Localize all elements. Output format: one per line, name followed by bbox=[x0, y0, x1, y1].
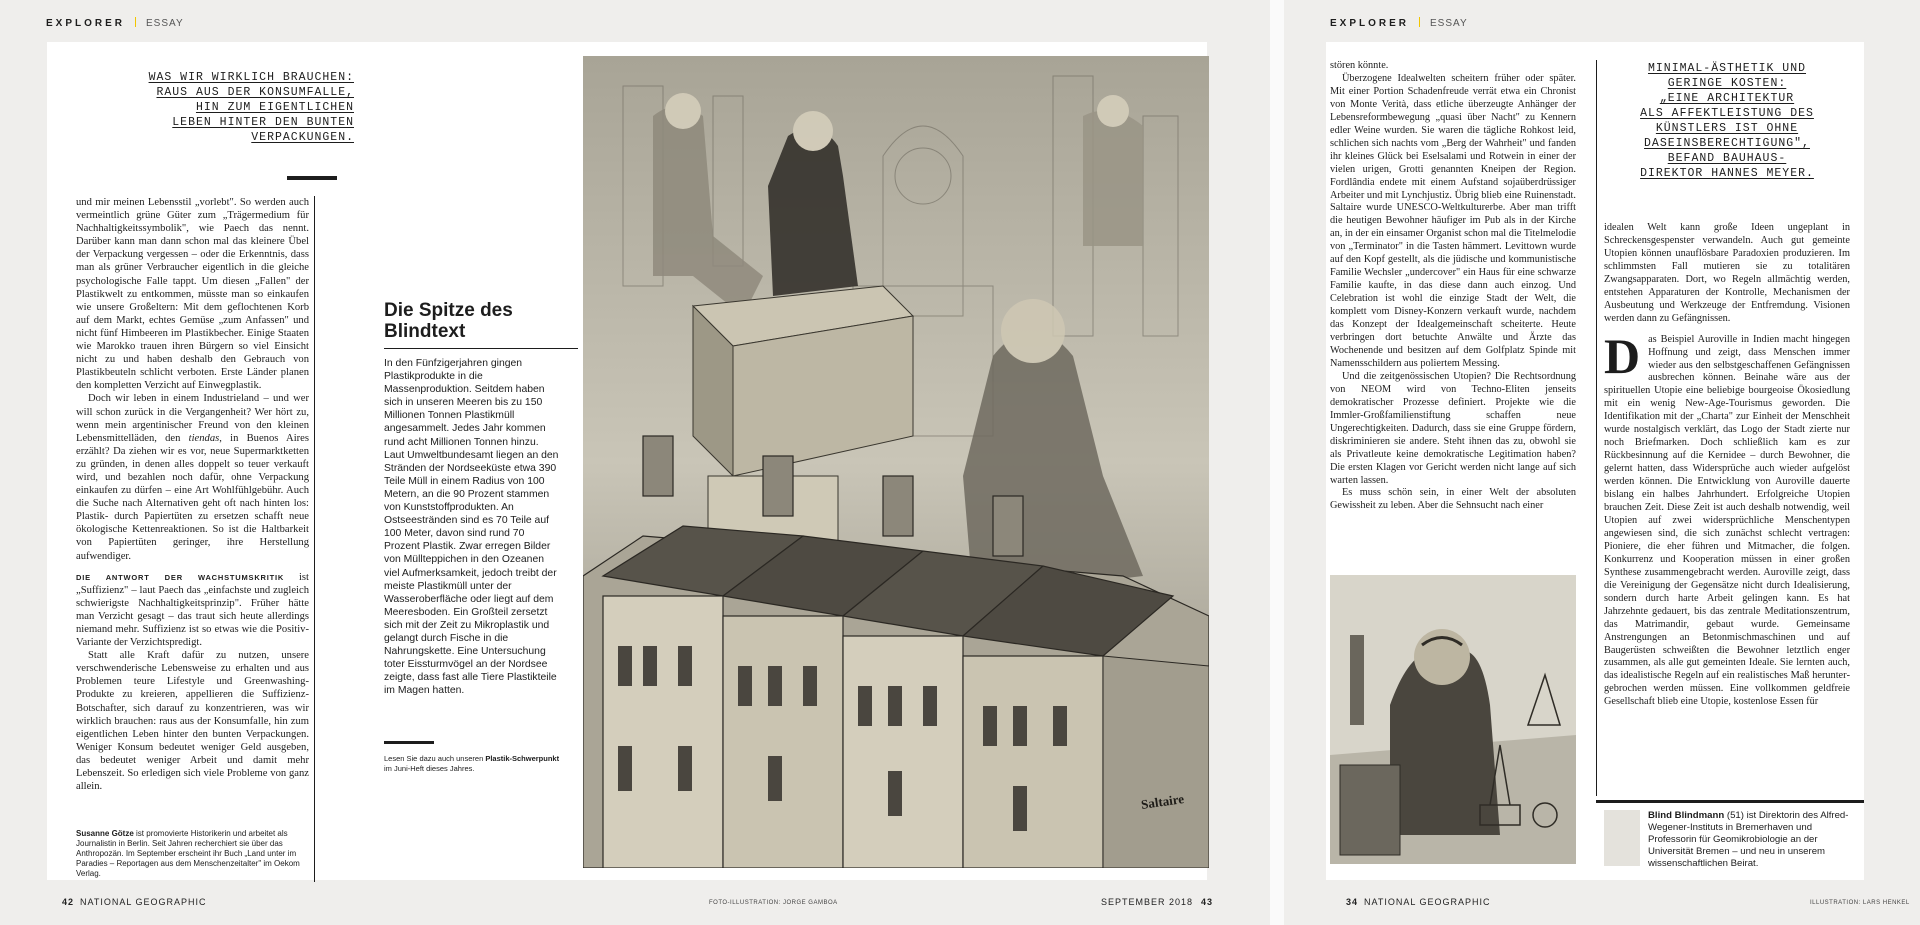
section-lead-in: DIE ANTWORT DER WACHSTUMSKRITIK bbox=[76, 572, 285, 582]
drop-cap: D bbox=[1604, 327, 1641, 384]
body-text: as Beispiel Auroville in Indien macht hingegen Hoffnung und zeigt, dass Menschen immer wieder aus den selbstgeschaffenen Gefängnissen ausbrechen können. Beinahe wäre aus der spirituellen Utopie eine beliebige bourgeoise Ökosiedlung mit ein wenig New-Age-Tourismus geworden. Die Identifikation mit der „Charta" zur Einheit der Menschheit wurde nostalgisch verklärt, das Logo der Stadt zierte nur noch Briefmarken. Doch schließlich kam es zur Rückbesinnung auf die Kernidee – durch Bewohner, die gelernt hatten, dass Widersprüche auch wieder aufgelöst werden können. Die Entwicklung von Auroville dauerte bislang ein halbes Jahrhundert. Erfolgreiche Utopien brauchen Zeit. Diese Zeit ist auch deshalb notwendig, weil Utopien auf zwei widersprüchliche Menschentypen angewiesen sind, die sich zunächst schlecht vertragen: Pioniere, die eher führen und Mitmacher, die folgen. Konkurrenz und Kooperation müssen in einer großen Synthese zusammengebracht werden. Auroville zeigt, dass die Vereinigung der Gegensätze nicht durch Idealisierung, sondern durch harte Arbeit gelingen kann. Es hat Jahrzehnte gedauert, bis das zentrale Meditationszentrum, das Matrimandir, gebaut wurde. Gemeinsame Anstrengungen an Betonmischmaschinen und auf Baugerüsten schweißten die Bewohner letztlich enger zusammen, als alle gut gemeinten Ideale. Sie lernten auch, das idealistische Regeln auf ein realistisches Maß heruntergebrochen werden müssen. Eine vollkommen geldfreie Gesellschaft blieb eine Utopie, kostenlose Essen für bbox=[1604, 333, 1850, 708]
illustration-scientist bbox=[1330, 575, 1576, 864]
page-number: 34 bbox=[1346, 897, 1359, 907]
pull-quote bbox=[1602, 61, 1852, 181]
pull-quote-line: KÜNSTLERS IST OHNE bbox=[1655, 122, 1799, 135]
body-paragraph: Es muss schön sein, in einer Welt der absoluten Gewissheit zu leben. Aber die Sehnsucht nach einer bbox=[1330, 487, 1576, 512]
pull-quote-line: WAS WIR WIRKLICH BRAUCHEN: bbox=[148, 71, 354, 84]
rubric bbox=[46, 17, 184, 29]
sidebar-reference-text: Lesen Sie dazu auch unseren bbox=[384, 754, 486, 763]
body-paragraph bbox=[1604, 327, 1850, 710]
column-rule bbox=[1596, 60, 1597, 796]
rubric-section: EXPLORER bbox=[46, 18, 126, 29]
pull-quote-line: RAUS AUS DER KONSUMFALLE, bbox=[156, 86, 354, 99]
author-box-rule bbox=[1596, 800, 1864, 803]
body-paragraph: idealen Welt kann große Ideen ungeplant in Schreckensgespenster verwandeln. Auch gut gemeinte Utopien können unauflösbare Paradoxien produzieren. Im schlimmsten Fall mutieren sie zu totalitären Zwangsapparaten. Dort, wo Regeln allmächtig werden, entstehen Apparaturen der Kontrolle, Mechanismen der Ausbeutung und Werkzeuge der Entfremdung. Visionen werden dann zu Gefängnissen. bbox=[1604, 222, 1850, 324]
folio bbox=[1346, 897, 1491, 907]
magazine-name: NATIONAL GEOGRAPHIC bbox=[80, 897, 207, 907]
sidebar-text: In den Fünfzigerjahren gingen Plastikprodukte in die Massenproduktion. Seitdem haben sich in unseren Meeren bis zu 150 Millionen Tonnen Plastikmüll angesammelt. Jedes Jahr kommen rund acht Millionen Tonnen hinzu. Laut Umweltbundesamt liegen an den Stränden der Nordseeküste etwa 390 Teile Müll in einem Radius von 100 Metern, an die 90 Prozent stammen von Kunststoffprodukten. An Ostseestränden sind es 70 Teile auf 100 Meter, davon sind rund 70 Prozent Plastik. Zwar erregen Bilder von Müllteppichen in den Ozeanen viel Aufmerksamkeit, jedoch treibt der meiste Plastikmüll unter der Wasseroberfläche oder liegt auf dem Meeresboden. Ein Großteil zersetzt sich mit der Zeit zu Mikroplastik und gelangt durch Fische in die Nahrungskette. Eine Untersuchung toter Eissturmvögel an der Nordsee zeigte, dass fast alle Tiere Plastikteile im Magen hatten. bbox=[384, 358, 559, 697]
magazine-name: NATIONAL GEOGRAPHIC bbox=[1364, 897, 1491, 907]
pull-quote-line: ALS AFFEKTLEISTUNG DES bbox=[1640, 107, 1814, 120]
illustration-sign-label: Saltaire bbox=[1140, 791, 1185, 812]
body-emphasis: tiendas bbox=[188, 432, 220, 444]
body-text: , in Buenos Aires erzählt? Da ziehen wir es vor, neue Supermarktketten zu gründen, in denen alles doppelt so teuer verkauft wird, und bezahlen noch dafür, ohne Verpackung einkaufen zu dürfen – eine Art Wohlfühlgebühr. Auch die Suche nach Alternativen geht oft nach hinten los: Plastik- durch Papiertüten zu ersetzen schafft neue ökologische Kettenreaktionen. So ist die Haltbarkeit von Papiertüten geringer, ihre Herstellung aufwendiger. bbox=[76, 432, 309, 562]
author-name: Blind Blindmann bbox=[1648, 810, 1725, 821]
illustration-drawing bbox=[1330, 575, 1576, 864]
body-paragraph: und mir meinen Lebensstil „vorlebt". So werden auch vermeintlich grüne Güter zum „Trägermedium für Nachhaltigkeitssymbolik", wie Paech das nennt. Darüber kann man dann schon mal das kleinere Übel der Verpackung vergessen – oder die Erkenntnis, dass man als grüner Verbraucher eigentlich in die gleiche psychologische Falle tappt. Um diesen „Fallen" der Plastikwelt zu entkommen, müsste man so einkaufen wie unsere Großeltern: Mit dem geflochtenen Korb auf dem Markt, echtes Gemüse „zum Anfassen" und nicht fünf Himbeeren im Plastikbecher. Einige Staaten wie Marokko trauen ihren Bürgern so viel Einsicht nicht zu und haben deshalb den Gebrauch von Plastikbeuteln schlicht verboten. Erste Länder planen den kompletten Verzicht auf Einwegplastik. bbox=[76, 197, 309, 392]
author-photo bbox=[1604, 810, 1640, 866]
sidebar-reference bbox=[384, 754, 560, 773]
body-paragraph: stören könnte. bbox=[1330, 60, 1389, 71]
pull-quote-line: DASEINSBERECHTIGUNG", bbox=[1644, 137, 1810, 150]
body-paragraph: Überzogene Idealwelten scheitern früher oder später. Mit einer Portion Schadenfreude verrät etwa ein Chronist von Monte Verità, dass etliche überzeugte Anhänger der Lebensreformbewegung „quasi über Nacht" zu Kennern edler Weine wurden. Sie waren die tägliche Rohkost leid, schlichen sich nachts vom „Berg der Wahrheit" und fanden ihr kleines Glück bei Eselsalami und Rotwein in einer der vielen urigen, Grotti genannten Kneipen der Region. Fordlândia endete mit einem Aufstand sojaüberdrüssiger Arbeiter und mit Lynchjustiz. Übrig blieb eine Ruinenstadt. Saltaire wurde UNESCO-Weltkulturerbe. Aber man trifft die heutigen Bewohner häufiger im Pub als in der Kirche an, in der ein einsamer Organist schon mal die Titelmelodie von „Terminator" in die Tasten hämmert. Levittown wurde auf den Kopf gestellt, als die jüdische und kommunistische Familie Wechsler „undercover" ein Haus für eine schwarze Familie kaufte, in das diese dann auch einzog. Und Celebration ist wohl die einzige Stadt der Welt, die komplett vom Disney-Konzern verkauft wurde, nachdem das Konzept der Idealgemeinschaft scheiterte. Heute verbringen dort betuchte Anwälte und Ärzte das Wochenende und besitzen auf dem Golfplatz Spinde mit Namensschildern aus poliertem Messing. bbox=[1330, 72, 1576, 369]
illustration-saltaire bbox=[583, 56, 1209, 868]
pull-quote-line: DIREKTOR HANNES MEYER. bbox=[1640, 167, 1814, 180]
illustration-credit: ILLUSTRATION: LARS HENKEL bbox=[1810, 900, 1910, 906]
author-name: Susanne Götze bbox=[76, 829, 134, 838]
pull-quote-line: BEFAND BAUHAUS- bbox=[1667, 152, 1787, 165]
author-bio-text: (51) ist Direktorin des Alfred-Wegener-Instituts in Bremerhaven und Professorin für Geomikrobiologie an der Universität Bremen – und neu in unserem wissenschaftlichen Beirat. bbox=[1648, 810, 1849, 869]
rubric-divider bbox=[135, 17, 136, 27]
rubric-subsection: ESSAY bbox=[1430, 18, 1468, 29]
sidebar-reference-title: Plastik-Schwerpunkt bbox=[485, 754, 560, 763]
pull-quote-line: GERINGE KOSTEN: bbox=[1667, 77, 1787, 90]
sidebar-title: Die Spitze des Blindtext bbox=[384, 300, 513, 342]
body-column bbox=[76, 196, 309, 793]
body-paragraph bbox=[76, 571, 309, 650]
right-page bbox=[1284, 0, 1920, 925]
rubric bbox=[1330, 17, 1468, 29]
rubric-section: EXPLORER bbox=[1330, 18, 1410, 29]
illustration-drawing bbox=[583, 56, 1209, 868]
page-gap bbox=[1270, 0, 1284, 925]
body-text: Doch wir leben in einem Industrieland – und wer will schon zurück in die Vergangenheit? Wer hört zu, wenn mein argentinischer Freund von den kleinen Lebensmittelläden, den bbox=[76, 393, 309, 444]
pull-quote bbox=[84, 70, 354, 145]
page-number: 43 bbox=[1201, 897, 1214, 907]
sidebar-reference-text: im Juni-Heft dieses Jahres. bbox=[384, 763, 475, 773]
body-text: ist „Suffizienz" – laut Paech das „einfachste und zugleich schwierigste Nachhaltigkeitsprinzip". Früher hätte man Verzicht gesagt – das traut sich heute allerdings niemand mehr. Suffizienz ist so etwas wie die Positiv-Variante der Verzichtspredigt. bbox=[76, 571, 309, 649]
folio-right bbox=[1101, 897, 1219, 907]
pull-quote-line: HIN ZUM EIGENTLICHEN bbox=[195, 101, 354, 114]
pull-quote-rule bbox=[287, 176, 337, 180]
body-paragraph bbox=[76, 392, 309, 562]
pull-quote-line: VERPACKUNGEN. bbox=[251, 131, 354, 144]
pull-quote-line: „EINE ARCHITEKTUR bbox=[1659, 92, 1795, 105]
author-bio-text: ist promovierte Historikerin und arbeitet als Journalistin in Berlin. Seit Jahren recherchiert sie über das Anthropozän. Im September erscheint ihr Buch „Land unter im Paradies – Reportagen aus dem Menschenzeitalter" im Oekom Verlag. bbox=[76, 829, 300, 878]
sidebar-end-rule bbox=[384, 741, 434, 744]
rubric-subsection: ESSAY bbox=[146, 18, 184, 29]
rubric-divider bbox=[1419, 17, 1420, 27]
folio-left bbox=[62, 897, 207, 907]
body-paragraph: Statt alle Kraft dafür zu nutzen, unsere verschwenderische Lebensweise zu erhalten und aus Problemen teure Lifestyle und Greenwashing-Produkte zu kreieren, appellieren die Suffizienz-Botschafter, sich darauf zu konzentrieren, was wir wirklich brauchen: raus aus der Konsumfalle, hin zum eigentlichen Leben hinter den bunten Verpackungen. Weniger Konsum bedeutet weniger Geld ausgeben, das bedeutet weniger Arbeit und damit mehr Lebenszeit. So erledigen sich viele Probleme von ganz allein. bbox=[76, 650, 309, 793]
author-bio bbox=[76, 829, 309, 879]
page-number: 42 bbox=[62, 897, 75, 907]
author-box bbox=[1648, 810, 1856, 870]
pull-quote-line: LEBEN HINTER DEN BUNTEN bbox=[172, 116, 354, 129]
body-column-2 bbox=[1604, 222, 1850, 709]
body-column-1 bbox=[1330, 60, 1576, 513]
column-rule bbox=[314, 196, 315, 882]
issue-date: SEPTEMBER 2018 bbox=[1101, 897, 1194, 907]
sidebar-rule bbox=[384, 348, 578, 349]
photo-credit: FOTO-ILLUSTRATION: JORGE GAMBOA bbox=[709, 900, 838, 906]
pull-quote-line: MINIMAL-ÄSTHETIK UND bbox=[1647, 62, 1807, 75]
body-paragraph: Und die zeitgenössischen Utopien? Die Rechtsordnung von NEOM wird von Techno-Eliten jenseits demokratischer Prozesse definiert. Projekte wie die Immler-Großfamilienstiftung schaffen neue Ungerechtigkeiten. Dadurch, dass sie eine Gruppe fördern, diskriminieren sie andere. Steht ihnen das zu, obwohl sie als Privatleute keine demokratische Legitimation haben? Die ersten Klagen vor Gericht werden nicht lange auf sich warten lassen. bbox=[1330, 370, 1576, 486]
